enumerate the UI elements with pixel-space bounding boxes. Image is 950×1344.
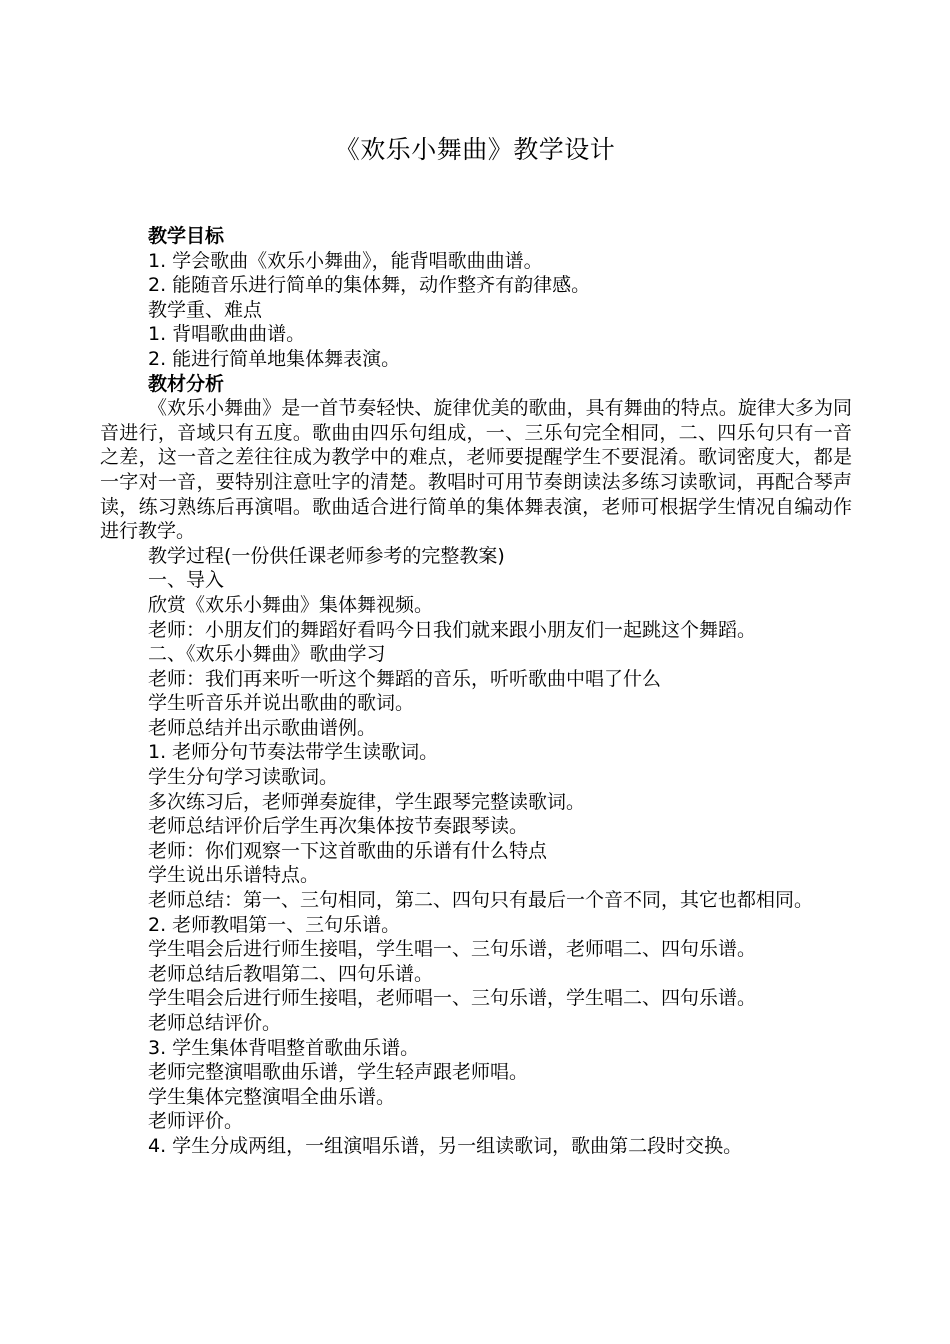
process-line: 多次练习后，老师弹奏旋律，学生跟琴完整读歌词。 bbox=[148, 790, 586, 813]
process-line: 学生分句学习读歌词。 bbox=[148, 766, 339, 789]
section-heading-key-points: 教学重、难点 bbox=[148, 298, 263, 321]
process-line: 老师总结后教唱第二、四句乐谱。 bbox=[148, 962, 434, 985]
process-line: 学生集体完整演唱全曲乐谱。 bbox=[148, 1085, 396, 1108]
process-line: 老师：我们再来听一听这个舞蹈的音乐，听听歌曲中唱了什么 bbox=[148, 667, 662, 690]
process-line: 老师完整演唱歌曲乐谱，学生轻声跟老师唱。 bbox=[148, 1061, 529, 1084]
process-line: 老师评价。 bbox=[148, 1110, 244, 1133]
analysis-paragraph: 《欢乐小舞曲》是一首节奏轻快、旋律优美的歌曲，具有舞曲的特点。旋律大多为同音进行，音域只有五度。歌曲由四乐句组成，一、三乐句完全相同，二、四乐句只有一音之差，这一音之差往往成为教学中的难点，老师要提醒学生不要混淆。歌词密度大，都是一字对一音，要特别注意吐字的清楚。教唱时可用节奏朗读法多练习读歌词，再配合琴声读，练习熟练后再演唱。歌曲适合进行简单的集体舞表演，老师可根据学生情况自编动作进行教学。 bbox=[100, 397, 852, 543]
process-line: 老师：小朋友们的舞蹈好看吗今日我们就来跟小朋友们一起跳这个舞蹈。 bbox=[148, 618, 757, 641]
process-line: 欣赏《欢乐小舞曲》集体舞视频。 bbox=[148, 593, 434, 616]
process-line: 1. 老师分句节奏法带学生读歌词。 bbox=[148, 741, 439, 764]
section-heading-analysis: 教材分析 bbox=[148, 372, 225, 395]
key-point-item: 1. 背唱歌曲曲谱。 bbox=[148, 323, 306, 346]
process-line: 二、《欢乐小舞曲》歌曲学习 bbox=[148, 643, 386, 666]
process-line: 4. 学生分成两组，一组演唱乐谱，另一组读歌词，歌曲第二段时交换。 bbox=[148, 1134, 743, 1157]
process-line: 老师总结评价后学生再次集体按节奏跟琴读。 bbox=[148, 815, 529, 838]
section-heading-process: 教学过程(一份供任课老师参考的完整教案) bbox=[148, 544, 505, 567]
objective-item: 1. 学会歌曲《欢乐小舞曲》，能背唱歌曲曲谱。 bbox=[148, 249, 543, 272]
process-line: 一、导入 bbox=[148, 569, 225, 592]
document-title: 《欢乐小舞曲》教学设计 bbox=[334, 135, 616, 164]
process-summary-paragraph: 老师总结：第一、三句相同，第二、四句只有最后一个音不同，其它也都相同。 bbox=[148, 889, 814, 912]
document-body bbox=[100, 224, 852, 1159]
process-line: 学生唱会后进行师生接唱，老师唱一、三句乐谱，学生唱二、四句乐谱。 bbox=[148, 987, 757, 1010]
process-line: 老师总结评价。 bbox=[148, 1012, 282, 1034]
process-line: 学生说出乐谱特点。 bbox=[148, 864, 320, 887]
key-point-item: 2. 能进行简单地集体舞表演。 bbox=[148, 347, 401, 370]
process-line: 学生听音乐并说出歌曲的歌词。 bbox=[148, 692, 415, 715]
process-line: 老师：你们观察一下这首歌曲的乐谱有什么特点 bbox=[148, 839, 548, 862]
process-line: 学生唱会后进行师生接唱，学生唱一、三句乐谱，老师唱二、四句乐谱。 bbox=[148, 938, 757, 961]
objective-item: 2. 能随音乐进行简单的集体舞，动作整齐有韵律感。 bbox=[148, 274, 591, 297]
section-heading-objectives: 教学目标 bbox=[148, 225, 225, 247]
process-line: 2. 老师教唱第一、三句乐谱。 bbox=[148, 913, 401, 936]
process-line: 老师总结并出示歌曲谱例。 bbox=[148, 716, 377, 739]
process-line: 3. 学生集体背唱整首歌曲乐谱。 bbox=[148, 1036, 420, 1059]
